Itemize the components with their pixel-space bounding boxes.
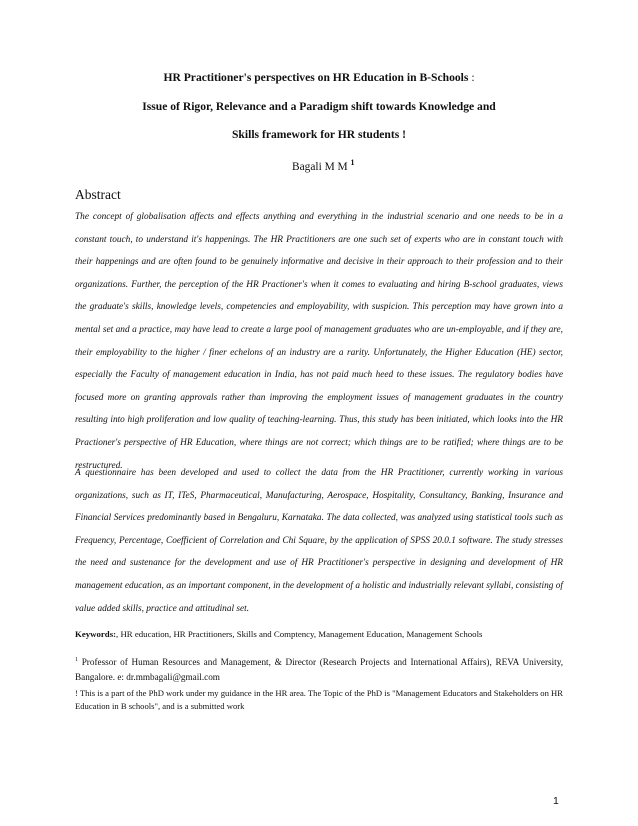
footnote-1-text: Professor of Human Resources and Management, & Director (Research Projects and International Affairs), REVA University, Bangalore. e: dr.mmbagali@gmail.com	[75, 657, 563, 682]
abstract-heading: Abstract	[75, 187, 121, 202]
keywords-label: Keywords:	[75, 629, 117, 639]
author-name: Bagali M M	[292, 160, 348, 173]
footnote-1-marker: 1	[75, 657, 78, 663]
keywords	[75, 629, 563, 639]
abstract-paragraph-2: A questionnaire has been developed and used to collect the data from the HR Practitioner, currently working in various organizations, such as IT, ITeS, Pharmaceutical, Manufacturing, Aerospace, Hospitality, Consultancy, Banking, Insurance and Financial Services predominantly based in Bengaluru, Karnataka. The data collected, was analyzed using statistical tools such as Frequency, Percentage, Coefficient of Correlation and Chi Square, by the application of SPSS 20.0.1 software. The study stresses the need and sustenance for the development and use of HR Practitioner's perspective in designing and development of HR management education, as an important component, in the development of a holistic and industrially relevant syllabi, consisting of value added skills, practice and attitudinal set.	[75, 468, 563, 614]
author	[292, 158, 355, 173]
footnote-2: ! This is a part of the PhD work under my guidance in the HR area. The Topic of the PhD is "Management Educators and Stakeholders on HR Education in B schools", and is a submitted work	[75, 688, 563, 711]
abstract-paragraph-1: The concept of globalisation affects and effects anything and everything in the industrial scenario and one needs to be in a constant touch, to understand it's happenings. The HR Practitioners are one such set of experts who are in constant touch with their happenings and are often found to be genuinely informative and decisive in their approach to their profession and to their organizations. Further, the perception of the HR Practioner's when it comes to evaluating and hiring B-school graduates, views the graduate's skills, knowledge levels, competencies and employability, with suspicion. This perception may have grown into a mental set and a practice, may have lead to create a large pool of management graduates who are un-employable, and if they are, their employability to the higher / finer echelons of an industry are a rarity. Unfortunately, the Higher Education (HE) sector, especially the Faculty of management education in India, has not paid much heed to these issues. The regulatory bodies have focused more on granting approvals rather than improving the employment issues of management graduates in the country resulting into high proliferation and low quality of teaching-learning. Thus, this study has been initiated, which looks into the HR Practioner's perspective of HR Education, where things are not correct; which things are to be ratified; where things are to be restructured.	[75, 212, 563, 471]
title-line-1	[0, 71, 638, 84]
footnote-1	[75, 653, 563, 684]
keywords-text: , HR education, HR Practitioners, Skills and Comptency, Management Education, Management Schools	[116, 629, 483, 639]
title-line-1-suffix: :	[468, 71, 475, 84]
title-line-2: Issue of Rigor, Relevance and a Paradigm shift towards Knowledge and	[142, 100, 496, 113]
author-footnote-marker: 1	[350, 158, 355, 167]
title-line-1-text: HR Practitioner's perspectives on HR Education in B-Schools	[163, 71, 469, 84]
page-number: 1	[553, 795, 559, 807]
title-line-3: Skills framework for HR students !	[231, 128, 406, 141]
